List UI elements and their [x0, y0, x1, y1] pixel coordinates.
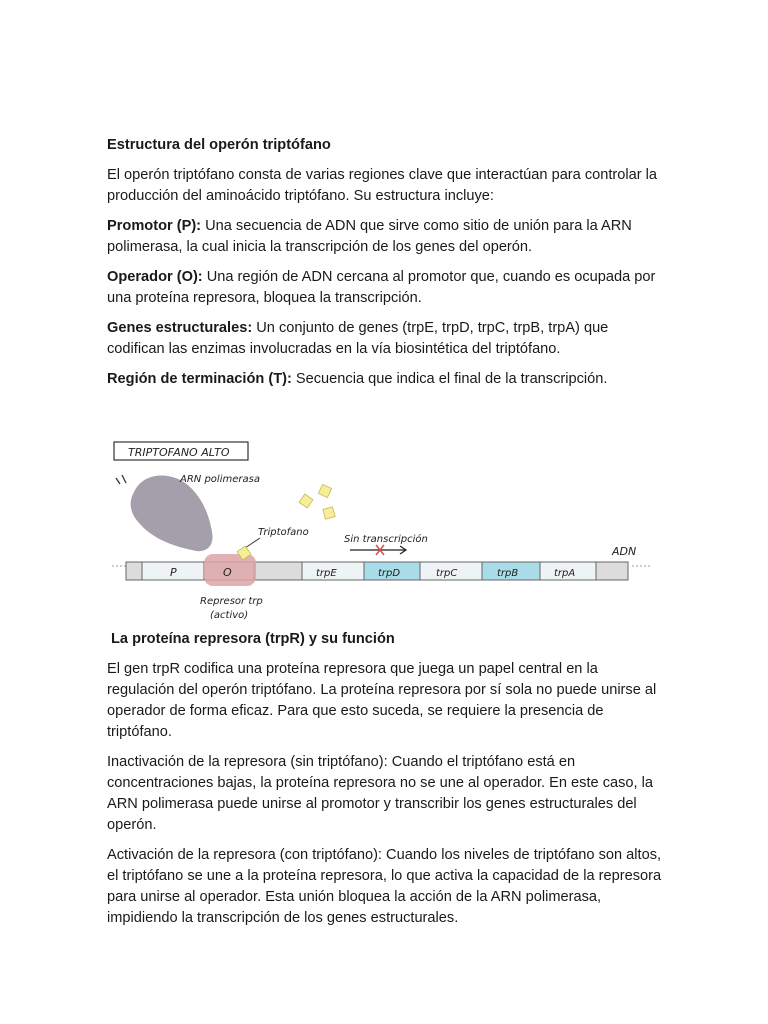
repressor-paragraph-3: Activación de la represora (con triptófano): Cuando los niveles de triptófano son altos, el triptófano se une a la proteína represora, lo que activa la capacidad de la represora para unirse al operador. Esta unión bloquea la acción de la ARN polimerasa, impidiendo la transcripción de los genes estructurales.: [107, 847, 662, 926]
intro-paragraph: El operón triptófano consta de varias regiones clave que interactúan para controlar la producción del aminoácido triptófano. Su estructura incluye:: [107, 167, 658, 204]
operon-diagram: [104, 434, 664, 626]
repressor-section: [107, 629, 667, 938]
gene-trpD-label: trpD: [378, 568, 401, 579]
item-structural-genes: [107, 318, 667, 360]
gene-trpB-label: trpB: [497, 568, 519, 579]
rna-polymerase-shape: [131, 475, 213, 551]
tryptophan-molecule: [323, 507, 335, 519]
no-transcription-label: Sin transcripción: [344, 534, 428, 545]
item-promoter: [107, 216, 667, 258]
tryptophan-molecule: [318, 484, 331, 497]
dna-label: ADN: [612, 545, 637, 558]
operon-structure-section: [107, 135, 667, 399]
term-promoter: Promotor (P):: [107, 218, 202, 234]
dna-segment-left: [126, 562, 142, 580]
rna-polymerase-label: ARN polimerasa: [180, 474, 260, 485]
condition-label: TRIPTOFANO ALTO: [128, 446, 230, 459]
item-termination: [107, 369, 667, 390]
item-operator: [107, 267, 667, 309]
operator-label: O: [223, 566, 232, 579]
motion-marks: [116, 475, 126, 484]
section-title-structure: Estructura del operón triptófano: [107, 137, 331, 153]
repressor-paragraph-2: Inactivación de la represora (sin triptófano): Cuando el triptófano está en concentraciones bajas, la proteína represora no se une al operador. En este caso, la ARN polimerasa puede unirse al promotor y transcribir los genes estructurales del operón.: [107, 754, 653, 833]
free-tryptophan-molecules: [299, 484, 335, 519]
term-operator: Operador (O):: [107, 269, 203, 285]
section-title-repressor: La proteína represora (trpR) y su función: [111, 631, 395, 647]
tryptophan-label: Triptofano: [258, 527, 309, 538]
repressor-label-line2: (activo): [210, 610, 249, 621]
gene-trpE-label: trpE: [316, 568, 337, 579]
term-termination: Región de terminación (T):: [107, 371, 292, 387]
promoter-label: P: [170, 566, 177, 579]
desc-structural-genes: Un conjunto de genes (trpE, trpD, trpC, trpB, trpA) que codifican las enzimas involucradas en la vía biosintética del triptófano.: [107, 320, 609, 357]
dna-segment-terminator: [596, 562, 628, 580]
dna-segment-spacer: [254, 562, 302, 580]
gene-trpA-label: trpA: [554, 568, 576, 579]
gene-trpC-label: trpC: [436, 568, 458, 579]
desc-operator: Una región de ADN cercana al promotor que, cuando es ocupada por una proteína represora, bloquea la transcripción.: [107, 269, 656, 306]
desc-promoter: Una secuencia de ADN que sirve como sitio de unión para la ARN polimerasa, la cual inicia la transcripción de los genes del operón.: [107, 218, 632, 255]
repressor-paragraph-1: El gen trpR codifica una proteína represora que juega un papel central en la regulación del operón triptófano. La proteína represora por sí sola no puede unirse al operador de forma eficaz. Para que esto suceda, se requiere la presencia de triptófano.: [107, 661, 657, 740]
repressor-label-line1: Represor trp: [200, 596, 263, 607]
tryptophan-pointer: [245, 538, 260, 548]
term-structural-genes: Genes estructurales:: [107, 320, 253, 336]
tryptophan-molecule: [299, 494, 313, 508]
desc-termination: Secuencia que indica el final de la transcripción.: [291, 371, 608, 387]
